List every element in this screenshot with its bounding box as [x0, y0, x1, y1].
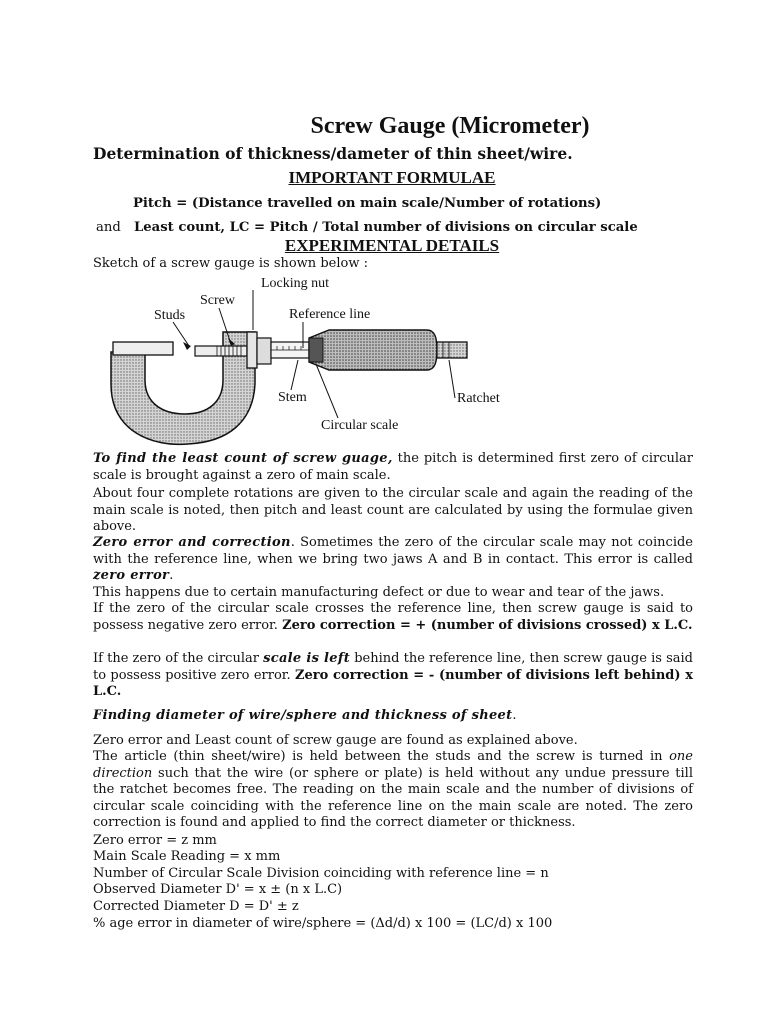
left-stud [113, 342, 173, 355]
label-ratchet: Ratchet [457, 391, 500, 406]
result-corrected-diameter: Corrected Diameter D = D' ± z [93, 899, 299, 914]
label-screw: Screw [200, 293, 235, 308]
finding-procedure-a: The article (thin sheet/wire) is held between the studs and the screw is turned in [93, 749, 670, 764]
least-count-lead: To find the least count of screw guage, [93, 451, 393, 466]
thimble-shape [309, 330, 437, 370]
experimental-heading: EXPERIMENTAL DETAILS [284, 236, 500, 255]
zero-error-term: zero error [93, 568, 170, 584]
label-studs: Studs [154, 308, 186, 323]
negative-zero-correction: Zero correction = + (number of divisions crossed) x L.C. [282, 617, 693, 633]
result-zero-error: Zero error = z mm [93, 833, 217, 848]
scale-is-left-term: scale is left [263, 651, 351, 666]
positive-zero-error-paragraph [93, 651, 693, 701]
finding-intro: Zero error and Least count of screw gauge are found as explained above. [93, 733, 578, 748]
zero-error-text-a: . Sometimes the zero of the circular scale may not coincide with the reference line, when we bring two jaws A and B in contact. This error is called [93, 535, 693, 567]
finding-heading-dot: . [512, 708, 517, 723]
zero-error-text-b: . [169, 568, 174, 584]
label-circular-scale: Circular scale [321, 418, 399, 433]
one-direction-term: one direction [93, 749, 693, 781]
zero-error-paragraph [93, 535, 693, 585]
page-subtitle: Determination of thickness/dameter of thin sheet/wire. [93, 144, 573, 163]
label-locking-nut: Locking nut [261, 276, 330, 291]
screw-gauge-diagram [93, 272, 513, 452]
positive-zero-text-b: behind the reference line, then screw gauge is said to possess positive zero error. [93, 651, 693, 683]
manufacturing-defect-paragraph: This happens due to certain manufacturing defect or due to wear and tear of the jaws. [93, 585, 665, 600]
result-observed-diameter: Observed Diameter D' = x ± (n x L.C) [93, 882, 343, 897]
rotations-paragraph: About four complete rotations are given to the circular scale and again the reading of the main scale is noted, then pitch and least count are calculated by using the formulae given above. [93, 486, 693, 535]
and-word: and [96, 220, 121, 235]
page-title: Screw Gauge (Micrometer) [310, 113, 590, 139]
pitch-formula: Pitch = (Distance travelled on main scale/Number of rotations) [133, 196, 602, 211]
ratchet-shape [437, 342, 467, 358]
zero-error-lead: Zero error and correction [93, 535, 291, 550]
positive-zero-correction: Zero correction = - (number of divisions left behind) x L.C. [93, 667, 694, 700]
formulae-heading: IMPORTANT FORMULAE [288, 168, 496, 187]
label-stem: Stem [278, 390, 307, 405]
least-count-paragraph [93, 451, 693, 484]
finding-heading-text: Finding diameter of wire/sphere and thickness of sheet [93, 708, 513, 723]
result-main-scale: Main Scale Reading = x mm [93, 849, 281, 864]
finding-procedure [93, 749, 693, 832]
result-circular-division: Number of Circular Scale Division coinciding with reference line = n [93, 866, 549, 881]
negative-zero-text: If the zero of the circular scale crosses the reference line, then screw gauge is said to possess negative zero error. [93, 601, 693, 633]
finding-heading [93, 708, 517, 725]
finding-procedure-b: such that the wire (or sphere or plate) is held without any undue pressure till the ratchet becomes free. The reading on the main scale and the number of divisions of circular scale coinciding with the reference line on the main scale are noted. The zero correction is found and applied to find the correct diameter or thickness. [93, 765, 693, 831]
result-percentage-error: % age error in diameter of wire/sphere = (Δd/d) x 100 = (LC/d) x 100 [93, 916, 553, 931]
positive-zero-text-a: If the zero of the circular [93, 651, 264, 666]
negative-zero-error-paragraph [93, 601, 693, 634]
least-count-rest: the pitch is determined first zero of circular scale is brought against a zero of main scale. [93, 451, 693, 483]
sketch-caption: Sketch of a screw gauge is shown below : [93, 256, 368, 271]
least-count-formula: Least count, LC = Pitch / Total number of divisions on circular scale [134, 220, 638, 235]
label-reference-line: Reference line [289, 307, 371, 322]
locking-nut-shape [247, 332, 257, 368]
